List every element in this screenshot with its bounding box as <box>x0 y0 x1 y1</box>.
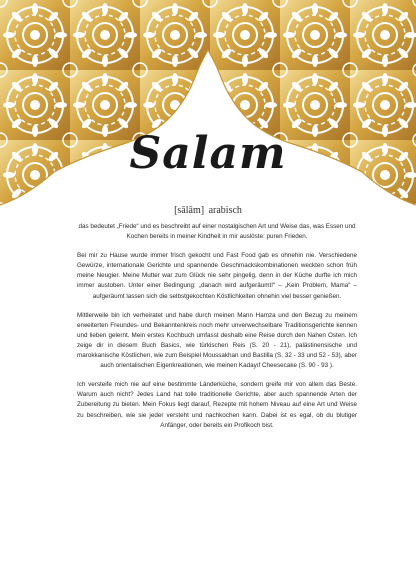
paragraph-cookbook: Mittlerweile bin ich verheiratet und habe durch meinen Mann Hamza und den Bezug zu meinem erweiterten Freundes- und Bekanntenkreis noch mehr unverwechselbare Traditionsgerichte kennen und lieben gelernt. Mein erstes Kochbuch umfasst deshalb eine Reise durch den Nahen Osten. Ich zeige dir in diesem Buch Basics, wie türkischen Reis (S. 20 - 21), palästinensische und marokkanische Köstlichen, wie zum Beispiel Moussakhan und Bastilla (S. 32 - 33 und 52 - 53), aber auch orientalischen Eigenkreationen, wie meinen Kadayıf Cheesecake (S. 90 - 93 ). <box>77 311 357 370</box>
paragraph-philosophy: Ich versteife mich nie auf eine bestimmte Länderküche, sondern greife mir von allem das Beste. Warum auch nicht? Jedes Land hat tolle traditionelle Gerichte, aber auch spannende Arten der Zubereitung zu bieten. Mein Fokus liegt darauf, Rezepte mit hohem Niveau auf eine Art und Weise zu beschreiben, wie sie jeder versteht und nachkochen kann. Dabei ist es egal, ob du blutiger Anfänger, oder bereits ein Profikoch bist. <box>77 381 357 429</box>
language-label: arabisch <box>208 205 242 216</box>
pronunciation-line <box>0 205 416 216</box>
body-text <box>77 222 357 440</box>
paragraph-intro: das bedeutet „Friede“ und es beschreibt auf einer nostalgischen Art und Weise das, was Essen und Kochen bereits in meiner Kindheit in mir auslöste: puren Frieden. <box>78 223 356 241</box>
page-title: Salam <box>129 128 287 179</box>
mandala-header-ornament <box>0 0 416 215</box>
paragraph-childhood: Bei mir zu Hause wurde immer frisch gekocht und Fast Food gab es ohnehin nie. Verschiedene Gewürze, internationale Gerichte und spannende Geschmackskombinationen weckten schon früh meine Neugier. Meine Mutter war zum Glück nie sehr pingelig, denn in der Küche durfte ich mich immer austoben. Unter einer Bedingung: „danach wird aufgeräumt!“ – „Kein Problem, Mama“ – aufgeräumt lassen sich die selbstgekochten Köstlichkeiten ohnehin viel besser genießen. <box>77 252 357 300</box>
pronunciation-text: [sālām] <box>174 205 205 216</box>
